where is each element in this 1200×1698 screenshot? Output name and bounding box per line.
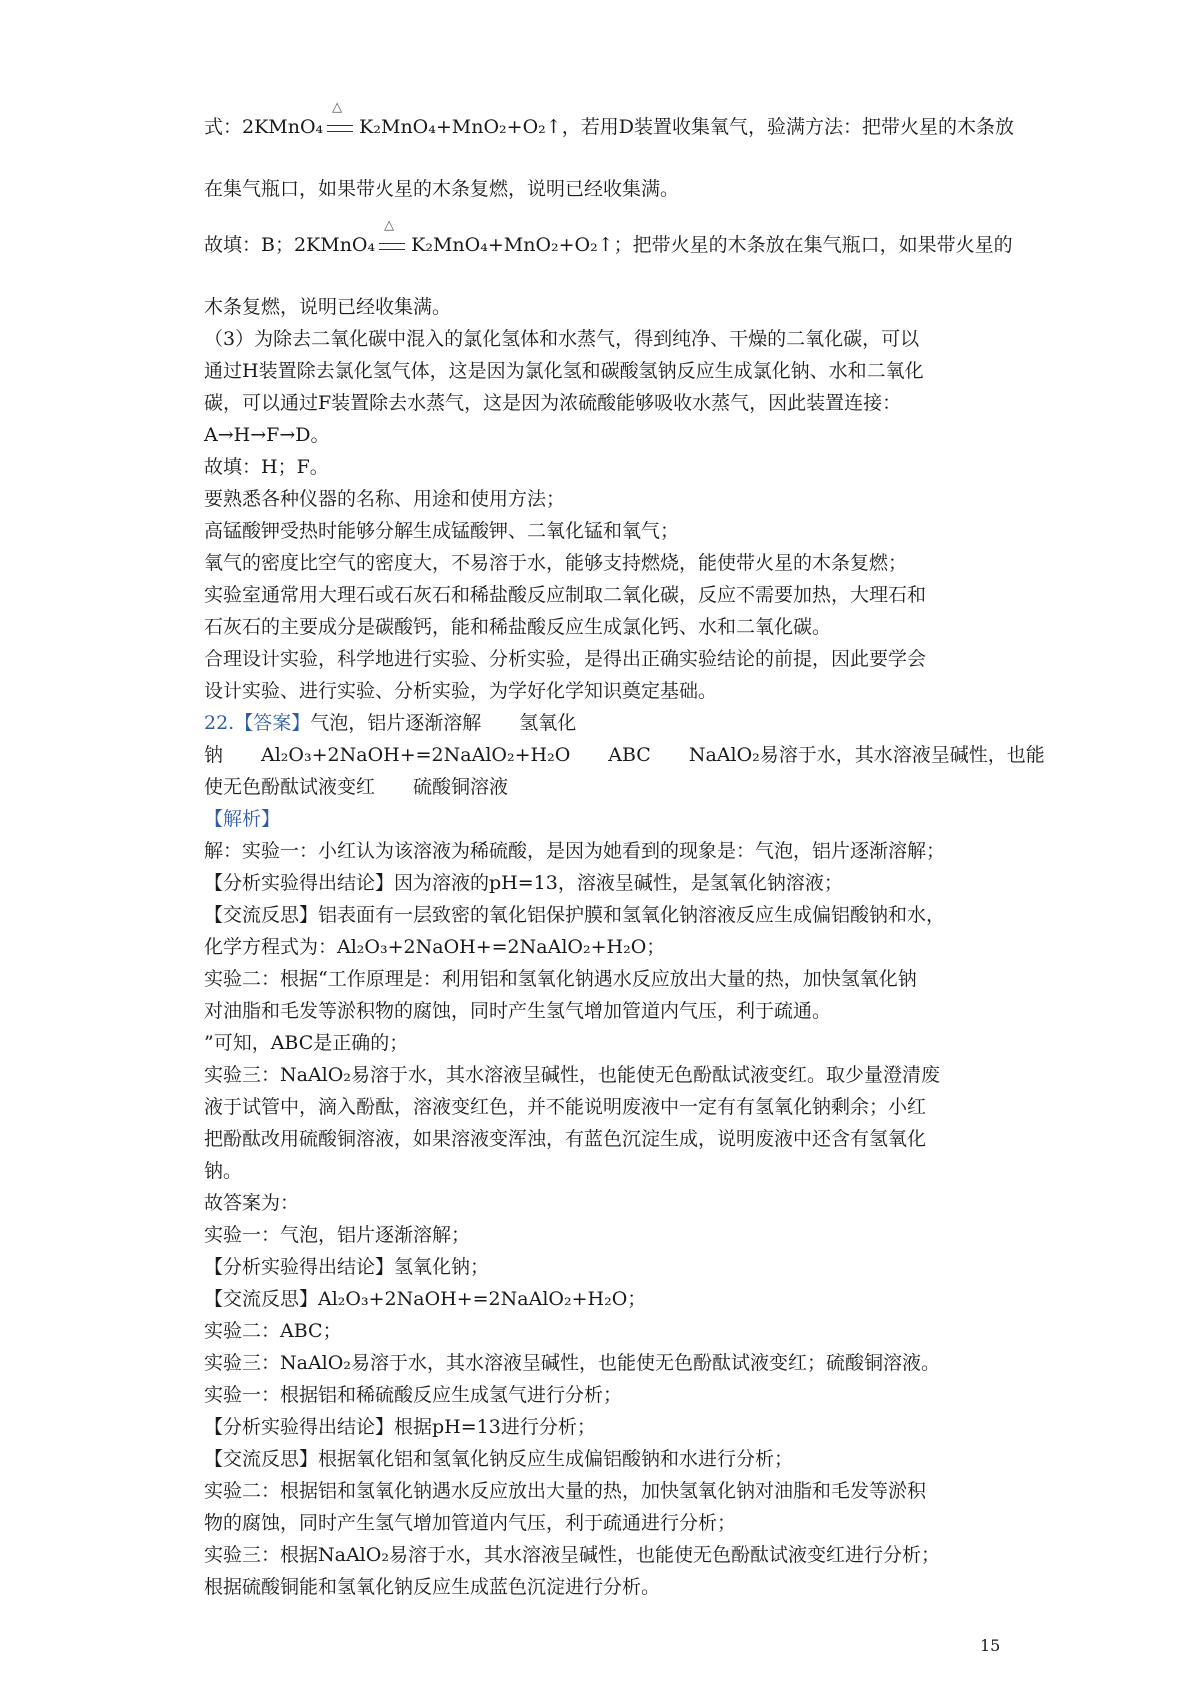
line-text: 实验三：NaAlO₂易溶于水，其水溶液呈碱性，也能使无色酚酞试液变红。取少量澄清废	[204, 1064, 940, 1086]
line-text: 实验室通常用大理石或石灰石和稀盐酸反应制取二氧化碳，反应不需要加热，大理石和	[204, 584, 927, 606]
text-line	[204, 934, 665, 960]
line-text-after: K₂MnO₄+MnO₂+O₂↑，若用D装置收集氧气，验满方法：把带火星的木条放	[359, 116, 1014, 138]
heat-triangle-icon: △	[384, 218, 395, 233]
line-text: 实验一：根据铝和稀硫酸反应生成氢气进行分析；	[204, 1384, 623, 1406]
section-label: 22.【答案】	[204, 712, 311, 734]
line-text: 把酚酞改用硫酸铜溶液，如果溶液变浑浊，有蓝色沉淀生成，说明废液中还含有氢氧化	[204, 1128, 927, 1150]
text-line	[204, 1382, 622, 1408]
line-text-after: K₂MnO₄+MnO₂+O₂↑；把带火星的木条放在集气瓶口，如果带火星的	[411, 234, 1013, 256]
text-line	[204, 614, 831, 640]
text-line	[204, 218, 1013, 258]
line-text: 实验三：根据NaAlO₂易溶于水，其水溶液呈碱性，也能使无色酚酞试液变红进行分析；	[204, 1544, 940, 1566]
line-text: 故填：H；F。	[204, 456, 329, 478]
text-line	[204, 678, 717, 704]
text-line	[204, 1478, 926, 1504]
line-text: 液于试管中，滴入酚酞，溶液变红色，并不能说明废液中一定有有氢氧化钠剩余；小红	[204, 1096, 927, 1118]
line-text: 气泡，铝片逐渐溶解 氢氧化	[310, 712, 577, 734]
line-text: 【分析实验得出结论】根据pH=13进行分析；	[204, 1416, 596, 1438]
text-line	[204, 454, 329, 480]
text-line	[204, 1446, 793, 1472]
reaction-heat-sign	[379, 218, 405, 251]
text-line	[204, 966, 917, 992]
line-text: 高锰酸钾受热时能够分解生成锰酸钾、二氧化锰和氧气；	[204, 520, 680, 542]
line-text: 设计实验、进行实验、分析实验，为学好化学知识奠定基础。	[204, 680, 718, 702]
line-text: 氧气的密度比空气的密度大，不易溶于水，能够支持燃烧，能使带火星的木条复燃；	[204, 552, 908, 574]
line-text: 使无色酚酞试液变红 硫酸铜溶液	[204, 776, 509, 798]
text-line	[204, 646, 926, 672]
line-text: 故填：B；2KMnO₄	[204, 234, 376, 256]
line-text: 实验二：根据铝和氢氧化钠遇水反应放出大量的热，加快氢氧化钠对油脂和毛发等淤积	[204, 1480, 927, 1502]
text-line	[204, 1574, 660, 1600]
line-text: ”可知，ABC是正确的；	[204, 1032, 409, 1054]
text-line	[204, 550, 907, 576]
text-line	[204, 1126, 926, 1152]
text-line	[204, 838, 945, 864]
text-line	[204, 1094, 926, 1120]
line-text: 实验一：气泡，铝片逐渐溶解；	[204, 1224, 471, 1246]
line-text: A→H→F→D。	[204, 424, 330, 446]
equals-bars	[379, 243, 405, 250]
line-text: 石灰石的主要成分是碳酸钙，能和稀盐酸反应生成氯化钙、水和二氧化碳。	[204, 616, 832, 638]
line-text: 【交流反思】Al₂O₃+2NaOH+=2NaAlO₂+H₂O；	[204, 1288, 647, 1310]
line-text: 根据硫酸铜能和氢氧化钠反应生成蓝色沉淀进行分析。	[204, 1576, 661, 1598]
heat-triangle-icon: △	[332, 100, 343, 115]
line-text: 故答案为：	[204, 1192, 300, 1214]
line-text: 实验二：ABC；	[204, 1320, 342, 1342]
text-line	[204, 582, 926, 608]
text-line	[204, 742, 1045, 768]
line-text: 要熟悉各种仪器的名称、用途和使用方法；	[204, 488, 566, 510]
text-line	[204, 806, 280, 832]
text-line	[204, 326, 919, 352]
line-text: 化学方程式为：Al₂O₃+2NaOH+=2NaAlO₂+H₂O；	[204, 936, 666, 958]
line-text: （3）为除去二氧化碳中混入的氯化氢体和水蒸气，得到纯净、干燥的二氧化碳，可以	[204, 328, 920, 350]
text-line	[204, 1350, 940, 1376]
text-line	[204, 1030, 408, 1056]
text-line	[204, 294, 451, 320]
page-number: 15	[980, 1636, 1001, 1655]
text-line	[204, 1318, 342, 1344]
text-line	[204, 1510, 736, 1536]
text-line	[204, 998, 831, 1024]
line-text: 钠 Al₂O₃+2NaOH+=2NaAlO₂+H₂O ABC NaAlO₂易溶于水，其水溶液呈碱性，也能	[204, 744, 1045, 766]
text-line	[204, 1062, 940, 1088]
section-label: 【解析】	[204, 808, 281, 830]
text-line	[204, 358, 924, 384]
equals-bars	[327, 125, 353, 132]
text-line	[204, 870, 843, 896]
line-text: 【交流反思】根据氧化铝和氢氧化钠反应生成偏铝酸钠和水进行分析；	[204, 1448, 794, 1470]
line-text: 实验二：根据“工作原理是：利用铝和氢氧化钠遇水反应放出大量的热，加快氢氧化钠	[204, 968, 917, 990]
text-line	[204, 100, 1014, 140]
text-line	[204, 1542, 940, 1568]
line-text: 合理设计实验，科学地进行实验、分析实验，是得出正确实验结论的前提，因此要学会	[204, 648, 927, 670]
text-line	[204, 1414, 596, 1440]
text-line	[204, 902, 945, 928]
line-text: 碳，可以通过F装置除去水蒸气，这是因为浓硫酸能够吸收水蒸气，因此装置连接：	[204, 392, 902, 414]
text-line	[204, 422, 329, 448]
line-text: 【分析实验得出结论】因为溶液的pH=13，溶液呈碱性，是氢氧化钠溶液；	[204, 872, 843, 894]
text-line	[204, 1190, 299, 1216]
text-line	[204, 710, 576, 736]
line-text: 【分析实验得出结论】氢氧化钠；	[204, 1256, 490, 1278]
line-text: 实验三：NaAlO₂易溶于水，其水溶液呈碱性，也能使无色酚酞试液变红；硫酸铜溶液。	[204, 1352, 940, 1374]
line-text: 式：2KMnO₄	[204, 116, 324, 138]
line-text: 通过H装置除去氯化氢气体，这是因为氯化氢和碳酸氢钠反应生成氯化钠、水和二氧化	[204, 360, 924, 382]
text-line	[204, 1254, 489, 1280]
text-line	[204, 518, 679, 544]
line-text: 对油脂和毛发等淤积物的腐蚀，同时产生氢气增加管道内气压，利于疏通。	[204, 1000, 832, 1022]
text-line	[204, 774, 508, 800]
text-line	[204, 390, 901, 416]
text-line	[204, 486, 565, 512]
text-line	[204, 1286, 646, 1312]
line-text: 在集气瓶口，如果带火星的木条复燃，说明已经收集满。	[204, 178, 680, 200]
line-text: 解：实验一：小红认为该溶液为稀硫酸，是因为她看到的现象是：气泡，铝片逐渐溶解；	[204, 840, 946, 862]
line-text: 物的腐蚀，同时产生氢气增加管道内气压，利于疏通进行分析；	[204, 1512, 737, 1534]
text-line	[204, 1158, 242, 1184]
line-text: 钠。	[204, 1160, 243, 1182]
line-text: 木条复燃，说明已经收集满。	[204, 296, 452, 318]
text-line	[204, 1222, 470, 1248]
text-line	[204, 176, 679, 202]
line-text: 【交流反思】铝表面有一层致密的氧化铝保护膜和氢氧化钠溶液反应生成偏铝酸钠和水，	[204, 904, 946, 926]
reaction-heat-sign	[327, 100, 353, 133]
